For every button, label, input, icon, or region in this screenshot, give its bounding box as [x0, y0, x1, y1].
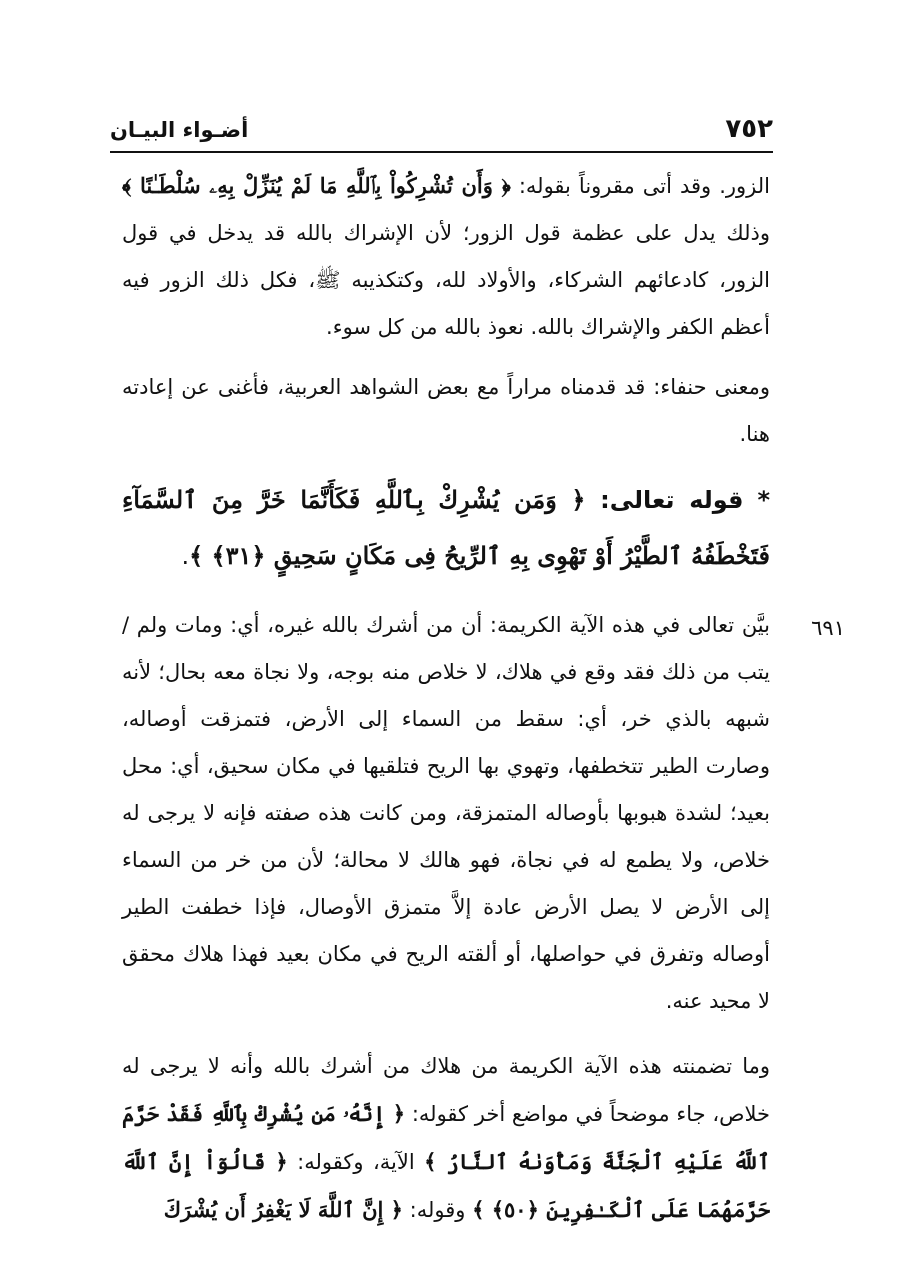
paragraph-1-before: الزور. وقد أتى مقروناً بقوله:: [510, 174, 770, 198]
header-rule: [110, 151, 773, 153]
paragraph-2: ومعنى حنفاء: قد قدمناه مراراً مع بعض الشواهد العربية، فأغنى عن إعادته هنا.: [122, 375, 770, 446]
paragraph-4-before: وما تضمنته هذه الآية الكريمة من هلاك من أشرك بالله وأنه لا يرجى له خلاص، جاء موضحاً في مواضع أخر كقوله:: [122, 1054, 770, 1126]
paragraph-1-after: وذلك يدل على عظمة قول الزور؛ لأن الإشراك بالله قد يدخل في قول الزور، كادعائهم الشركاء، والأولاد لله، وكتكذيبه ﷺ، فكل ذلك الزور فيه أعظم الكفر والإشراك بالله. نعوذ بالله من كل سوء.: [122, 221, 770, 339]
page-number: ٧٥٢: [725, 114, 773, 144]
verse-heading: [122, 472, 770, 584]
paragraph-1: [122, 162, 770, 351]
quran-verse: ﴿ إِنَّ ٱللَّهَ لَا يَغْفِرُ أَن يُشْرَكَ: [163, 1197, 403, 1222]
paragraph-4: [122, 1043, 770, 1234]
paragraph-4-middle-1: الآية، وكقوله:: [287, 1150, 425, 1174]
paragraph-3: بيَّن تعالى في هذه الآية الكريمة: أن من أشرك بالله غيره، أي: ومات ولم / يتب من ذلك فقد وقع في هلاك، لا خلاص منه بوجه، ولا نجاة معه بحال؛ لأنه شبهه بالذي خر، أي: سقط من السماء إلى الأرض، فتمزقت أوصاله، وصارت الطير تتخطفها، وتهوي بها الريح فتلقيها في مكان سحيق، أي: محل بعيد؛ لشدة هبوبها بأوصاله المتمزقة، ومن كانت هذه صفته فإنه لا يرجى له خلاص، ولا يطمع له في نجاة، فهو هالك لا محالة؛ لأن من خر من السماء إلى الأرض لا يصل الأرض عادة إلاَّ متمزق الأوصال، فإذا خطفت الطير أوصاله وتفرق في حواصلها، أو ألقته الريح في مكان بعيد فهذا هلاك محقق لا محيد عنه.: [122, 613, 770, 1013]
quran-verse: ﴿ إِنَّهُۥ مَن يُشْرِكْ بِٱللَّهِ فَقَدْ حَرَّمَ ٱللَّهُ عَلَيْهِ ٱلْجَنَّةَ وَمَأْوَىٰهُ ٱلنَّارُ ﴾: [122, 1101, 770, 1174]
quran-verse: ﴿ وَأَن تُشْرِكُواْ بِٱللَّهِ مَا لَمْ يُنَزِّلْ بِهِۦ سُلْطَـٰنًا ﴾: [122, 173, 511, 198]
heading-after: .: [181, 542, 190, 570]
heading-label: قوله تعالى:: [585, 486, 744, 514]
quran-verse: ﴿ وَمَن يُشْرِكْ بِٱللَّهِ فَكَأَنَّمَا خَرَّ مِنَ ٱلسَّمَآءِ فَتَخْطَفُهُ ٱلطَّيْرُ أَوْ تَهْوِى بِهِ ٱلرِّيحُ فِى مَكَانٍ سَحِيقٍ ﴿٣١﴾ ﴾: [122, 485, 770, 570]
heading-bullet: *: [757, 486, 770, 514]
quran-verse: ﴿ قَالُوٓاْ إِنَّ ٱللَّهَ حَرَّمَهُمَا عَلَى ٱلْكَـٰفِرِينَ ﴿٥٠﴾ ﴾: [122, 1149, 770, 1222]
body-text: [122, 162, 770, 1234]
paragraph-4-middle-2: وقوله:: [402, 1198, 473, 1222]
running-title: أضـواء البيـان: [110, 118, 249, 142]
margin-page-reference: ٦٩١: [811, 616, 845, 640]
page-header: [110, 112, 773, 152]
